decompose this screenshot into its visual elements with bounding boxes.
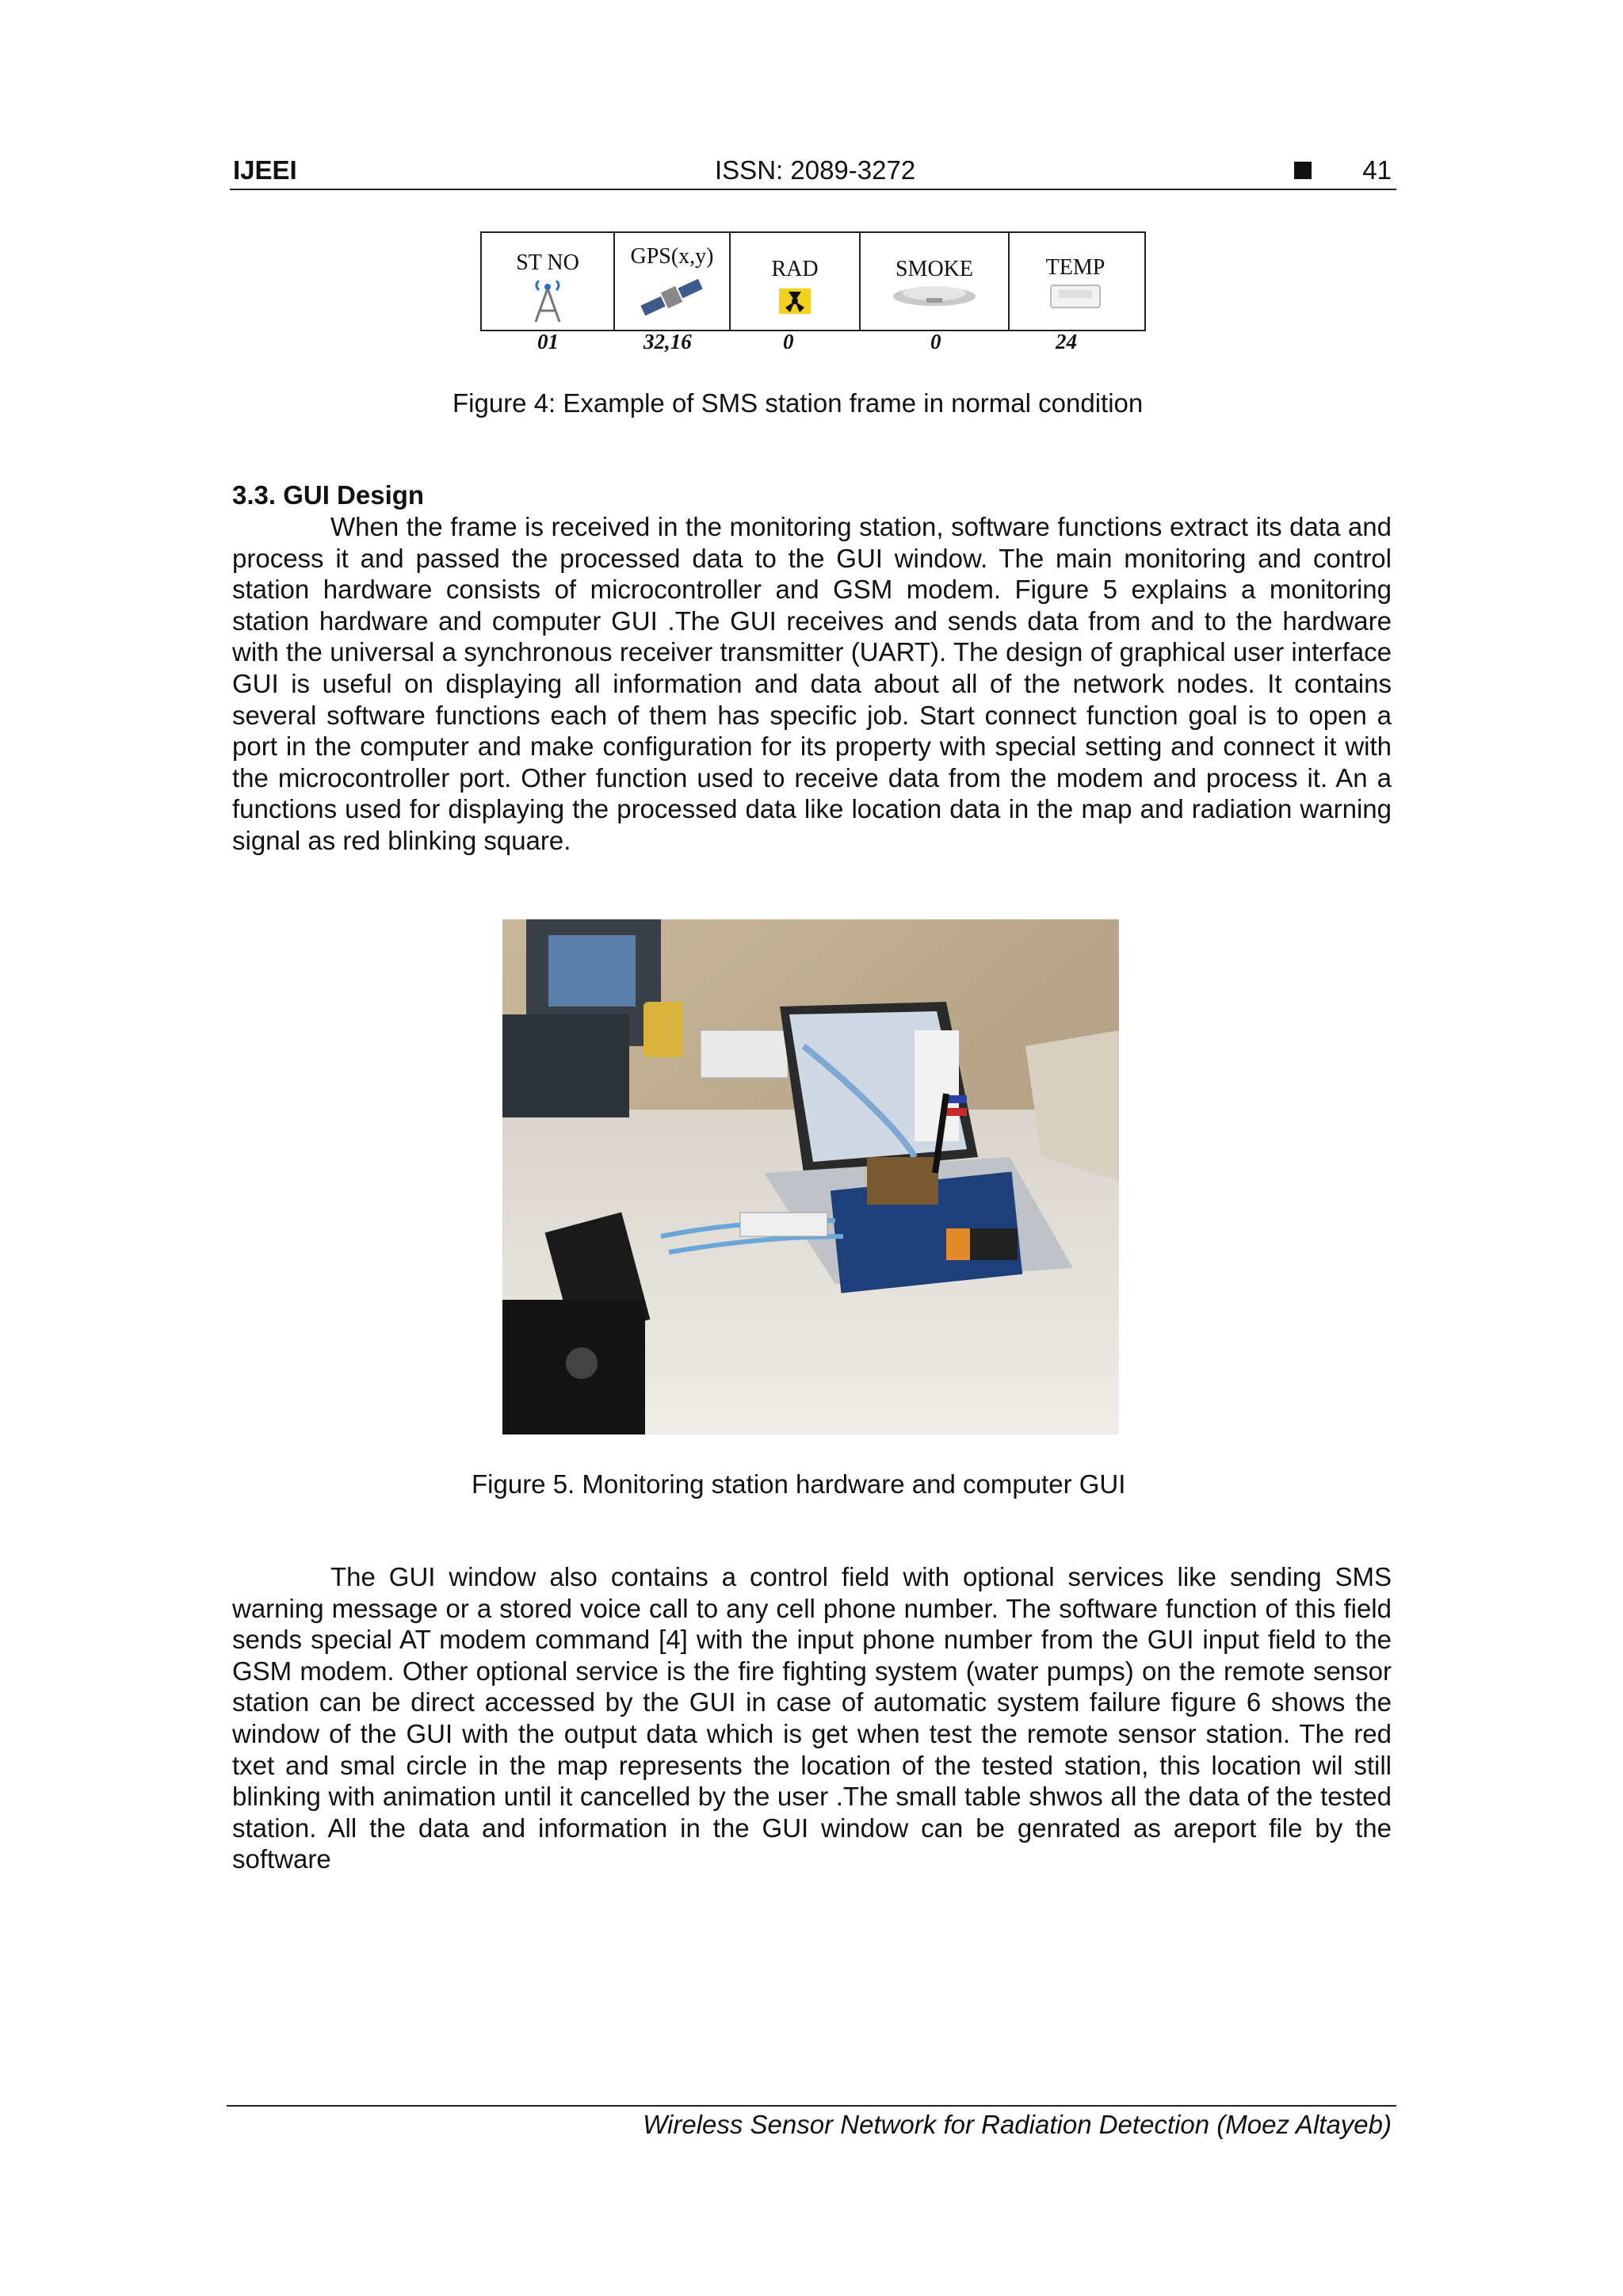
- journal-name: IJEEI: [233, 155, 297, 185]
- frame-cell-gps: [615, 233, 731, 330]
- frame-label: GPS(x,y): [630, 244, 714, 269]
- body-paragraph-2: [232, 1561, 1392, 1875]
- section-heading: 3.3. GUI Design: [232, 480, 425, 510]
- satellite-icon: [639, 279, 705, 317]
- frame-label: TEMP: [1045, 255, 1106, 280]
- smoke-detector-icon: [892, 282, 977, 309]
- body-paragraph-1: [232, 511, 1392, 857]
- frame-value-temp: 24: [1056, 330, 1077, 353]
- frame-value-rad: 0: [783, 330, 794, 353]
- monitoring-station-photo: [502, 919, 1119, 1435]
- footer-divider: [227, 2105, 1396, 2107]
- paragraph-text: When the frame is received in the monitoring station, software functions extract its data and process it and passed the processed data to the GUI window. The main monitoring and control station hardware consists of microcontroller and GSM modem. Figure 5 explains a monitoring station hardware and computer GUI .The GUI receives and sends data from and to the hardware with the universal a synchronous receiver transmitter (UART). The design of graphical user interface GUI is useful on displaying all information and data about all of the network nodes. It contains several software functions each of them has specific job. Start connect function goal is to open a port in the computer and make configuration for its property with special setting and connect it with the microcontroller port. Other function used to receive data from the modem and process it. An a functions used for displaying the processed data like location data in the map and radiation warning signal as red blinking square.: [232, 512, 1392, 855]
- frame-cell-smoke: [861, 233, 1010, 330]
- running-footer: Wireless Sensor Network for Radiation Detection (Moez Altayeb): [643, 2110, 1392, 2139]
- frame-cell-rad: [731, 233, 861, 330]
- frame-cell-st-no: [482, 233, 615, 330]
- frame-value-st-no: 01: [537, 330, 559, 353]
- frame-label: RAD: [771, 257, 819, 281]
- frame-value-gps: 32,16: [643, 330, 692, 353]
- thermometer-icon: [1049, 284, 1102, 309]
- radiation-icon: [779, 288, 811, 314]
- paragraph-text: The GUI window also contains a control field with optional services like sending SMS warning message or a stored voice call to any cell phone number. The software function of this field sends special AT modem command [4] with the input phone number from the GUI input field to the GSM modem. Other optional service is the fire fighting system (water pumps) on the remote sensor station can be direct accessed by the GUI in case of automatic system failure figure 6 shows the window of the GUI with the output data which is get when test the remote sensor station. The red txet and smal circle in the map represents the location of the tested station, this location wil still blinking with animation until it cancelled by the user .The small table shwos all the data of the tested station. All the data and information in the GUI window can be genrated as areport file by the software: [232, 1562, 1392, 1874]
- frame-value-smoke: 0: [930, 330, 941, 353]
- frame-cell-temp: [1010, 233, 1141, 330]
- figure-5-caption: Figure 5. Monitoring station hardware and computer GUI: [472, 1469, 1126, 1499]
- frame-label: SMOKE: [895, 257, 973, 281]
- station-icon: [520, 281, 575, 325]
- figure-4-caption: Figure 4: Example of SMS station frame in normal condition: [453, 388, 1144, 418]
- page-header: [230, 155, 1396, 190]
- sms-frame-table: [480, 231, 1146, 331]
- frame-label: ST NO: [516, 250, 579, 275]
- hardware-photo-illustration: [502, 919, 1119, 1435]
- square-bullet-icon: [1294, 162, 1312, 179]
- page-number: 41: [1362, 155, 1392, 185]
- issn: ISSN: 2089-3272: [715, 155, 916, 185]
